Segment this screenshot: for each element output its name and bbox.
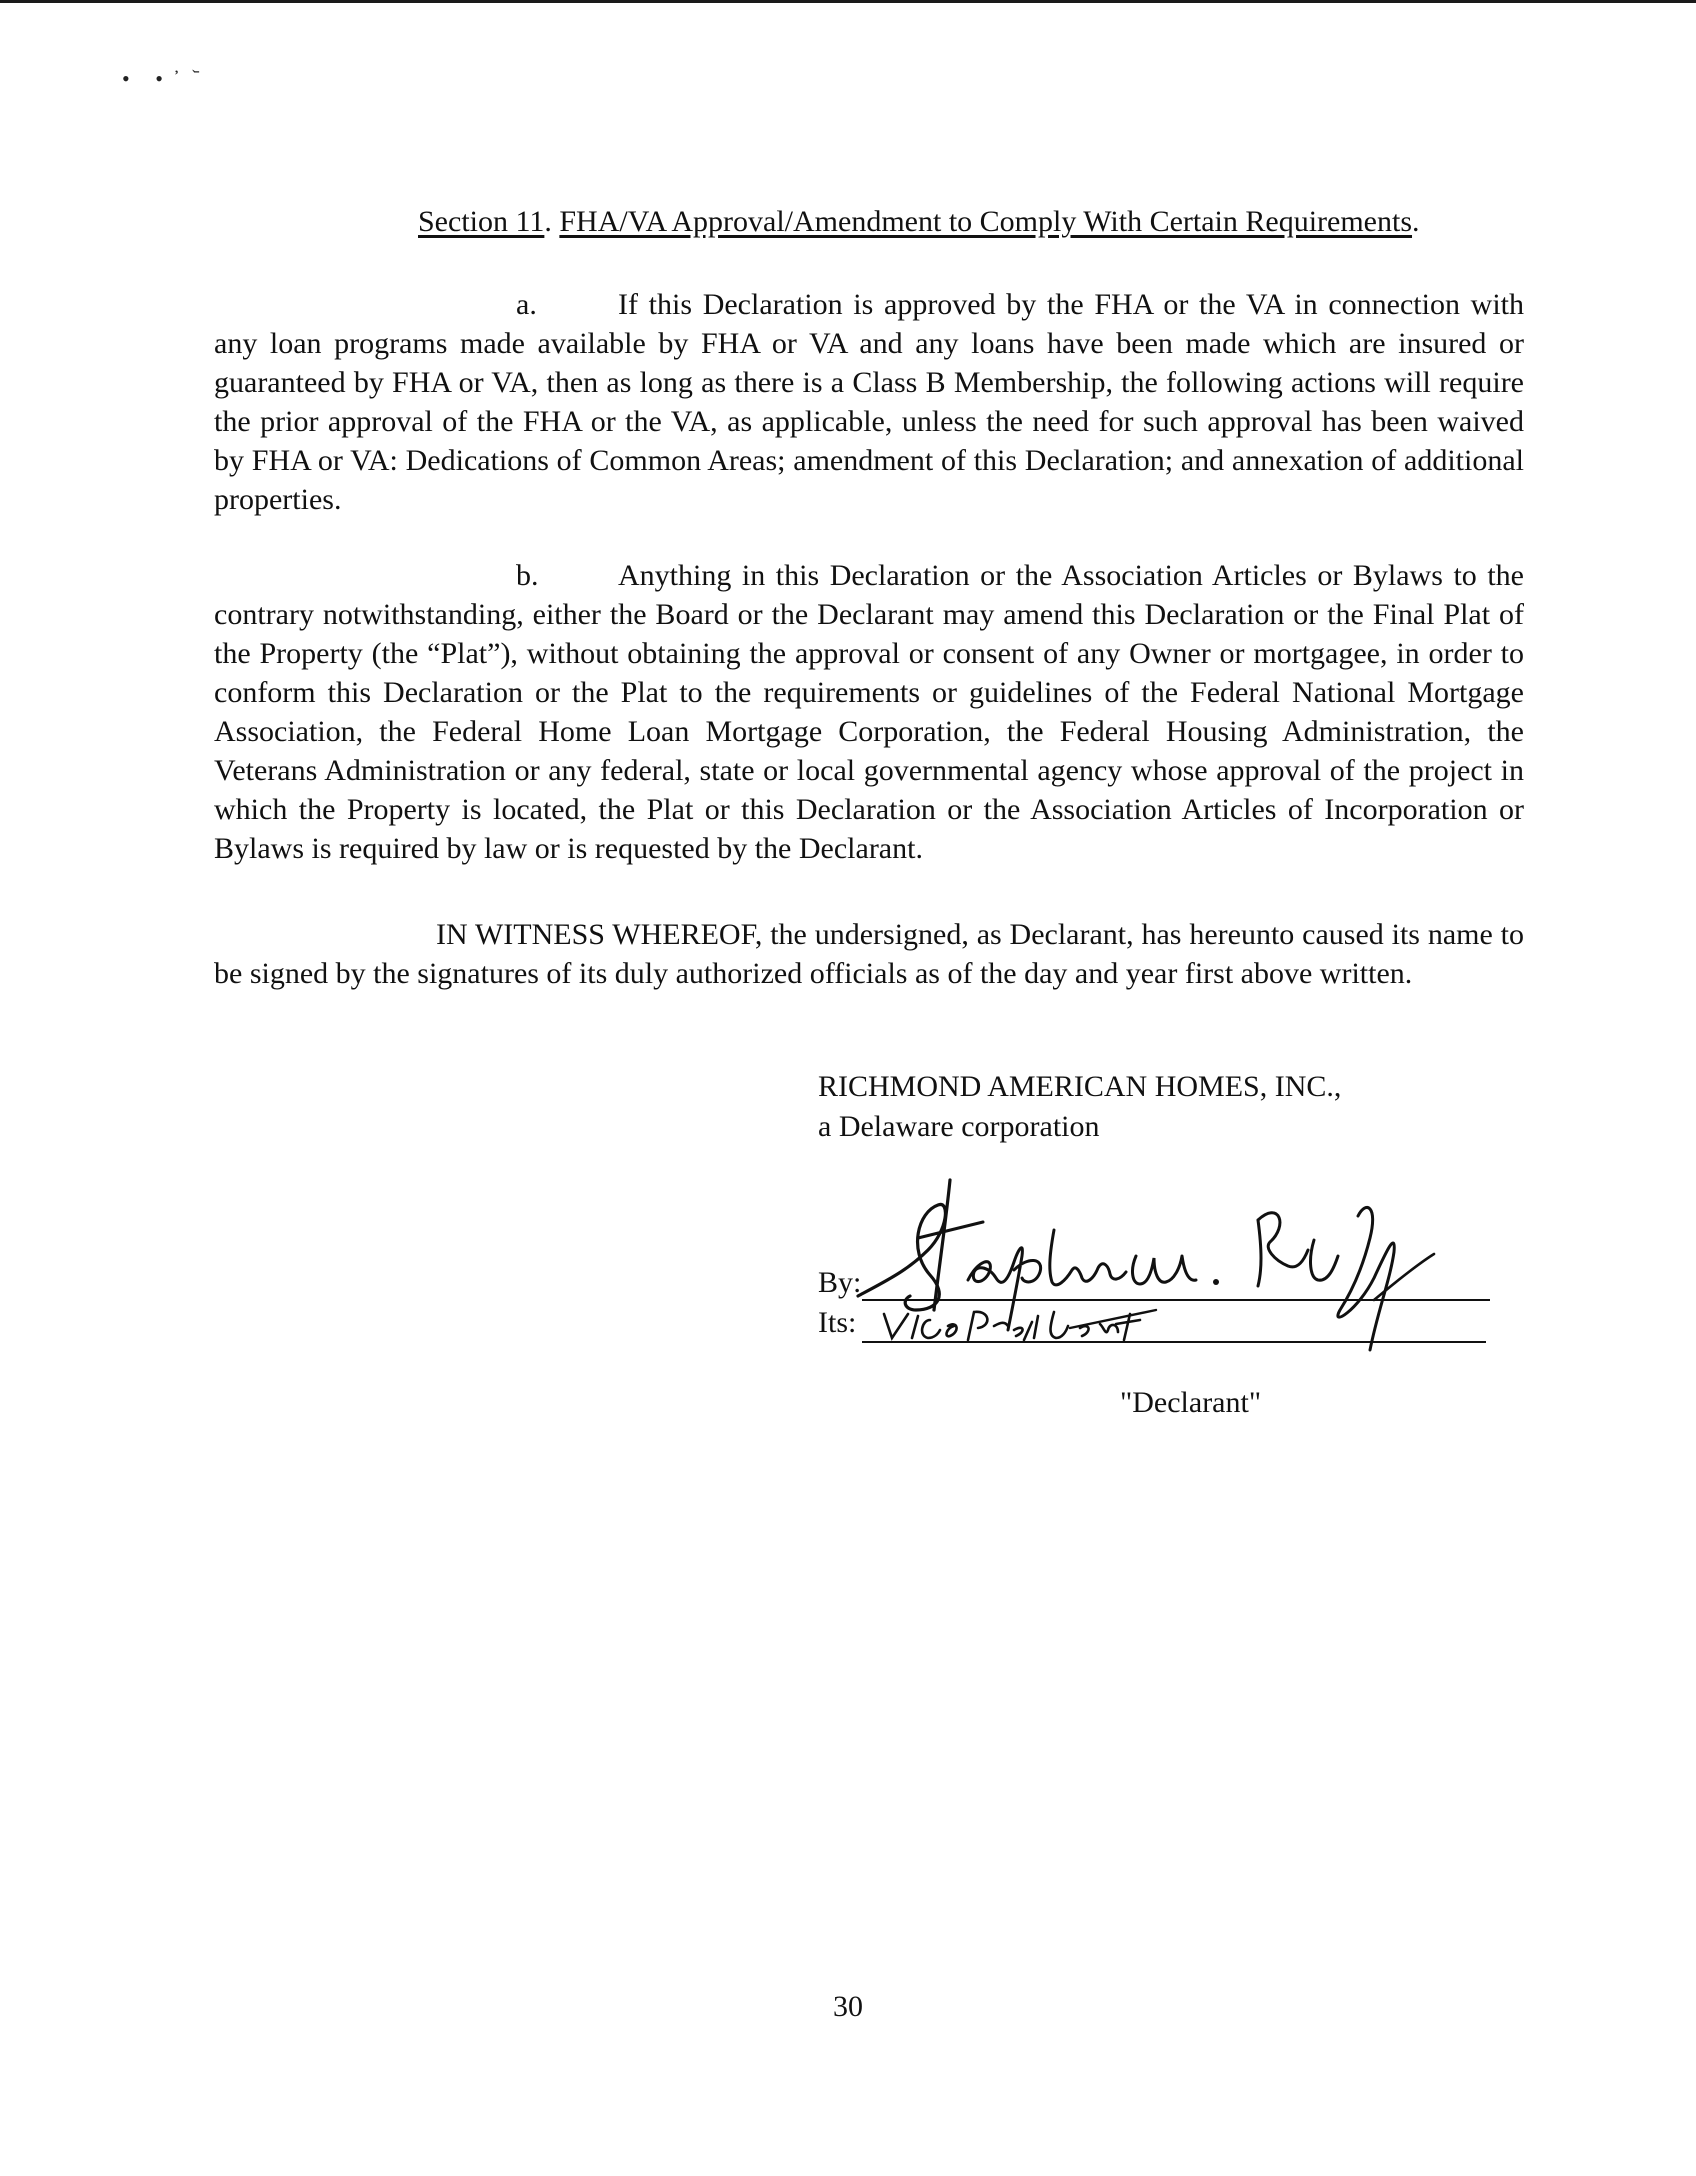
paragraph-b-text: Anything in this Declaration or the Association Articles or Bylaws to the contrary notwithstanding, either the Board or the Declarant may amend this Declaration or the Final Plat of the Property (the “Plat”), without obtaining the approval or consent of any Owner or mortgagee, in order to conform this Declaration or the Plat to the requirements or guidelines of the Federal National Mortgage Association, the Federal Home Loan Mortgage Corporation, the Federal Housing Administration, the Veterans Administration or any federal, state or local governmental agency whose approval of the project in which the Property is located, the Plat or this Declaration or the Association Articles of Incorporation or Bylaws is required by law or is requested by the Declarant. xyxy=(214,559,1524,865)
by-label: By: xyxy=(818,1266,862,1299)
page-number: 30 xyxy=(833,1990,863,2023)
paragraph-b xyxy=(214,556,1524,868)
witness-text: IN WITNESS WHEREOF, the undersigned, as Declarant, has hereunto caused its name to be signed by the signatures of its duly authorized officials as of the day and year first above written. xyxy=(214,918,1524,990)
paragraph-a-text: If this Declaration is approved by the FHA or the VA in connection with any loan programs made available by FHA or VA and any loans have been made which are insured or guaranteed by FHA or VA, then as long as there is a Class B Membership, the following actions will require the prior approval of the FHA or the VA, as applicable, unless the need for such approval has been waived by FHA or VA: Dedications of Common Areas; amendment of this Declaration; and annexation of additional properties. xyxy=(214,288,1524,516)
declarant-label: "Declarant" xyxy=(1120,1386,1262,1419)
company-description: a Delaware corporation xyxy=(818,1110,1100,1143)
signature-area xyxy=(818,1160,1518,1400)
scan-top-rule xyxy=(0,0,1696,3)
section-end-punct: . xyxy=(1412,205,1420,238)
scan-marks: • •᾽ ᷅ xyxy=(122,66,206,91)
section-label: Section 11 xyxy=(418,205,545,238)
handwritten-signature xyxy=(818,1160,1518,1400)
paragraph-a-label: a. xyxy=(516,288,537,321)
section-heading xyxy=(418,204,1420,240)
paragraph-a xyxy=(214,285,1524,519)
company-name: RICHMOND AMERICAN HOMES, INC., xyxy=(818,1070,1342,1103)
paragraph-b-label: b. xyxy=(516,559,539,592)
section-separator: . xyxy=(544,205,560,238)
signature-company-block xyxy=(818,1067,1341,1147)
its-label: Its: xyxy=(818,1306,857,1339)
witness-paragraph xyxy=(214,915,1524,993)
section-title: FHA/VA Approval/Amendment to Comply With Certain Requirements xyxy=(559,205,1413,238)
